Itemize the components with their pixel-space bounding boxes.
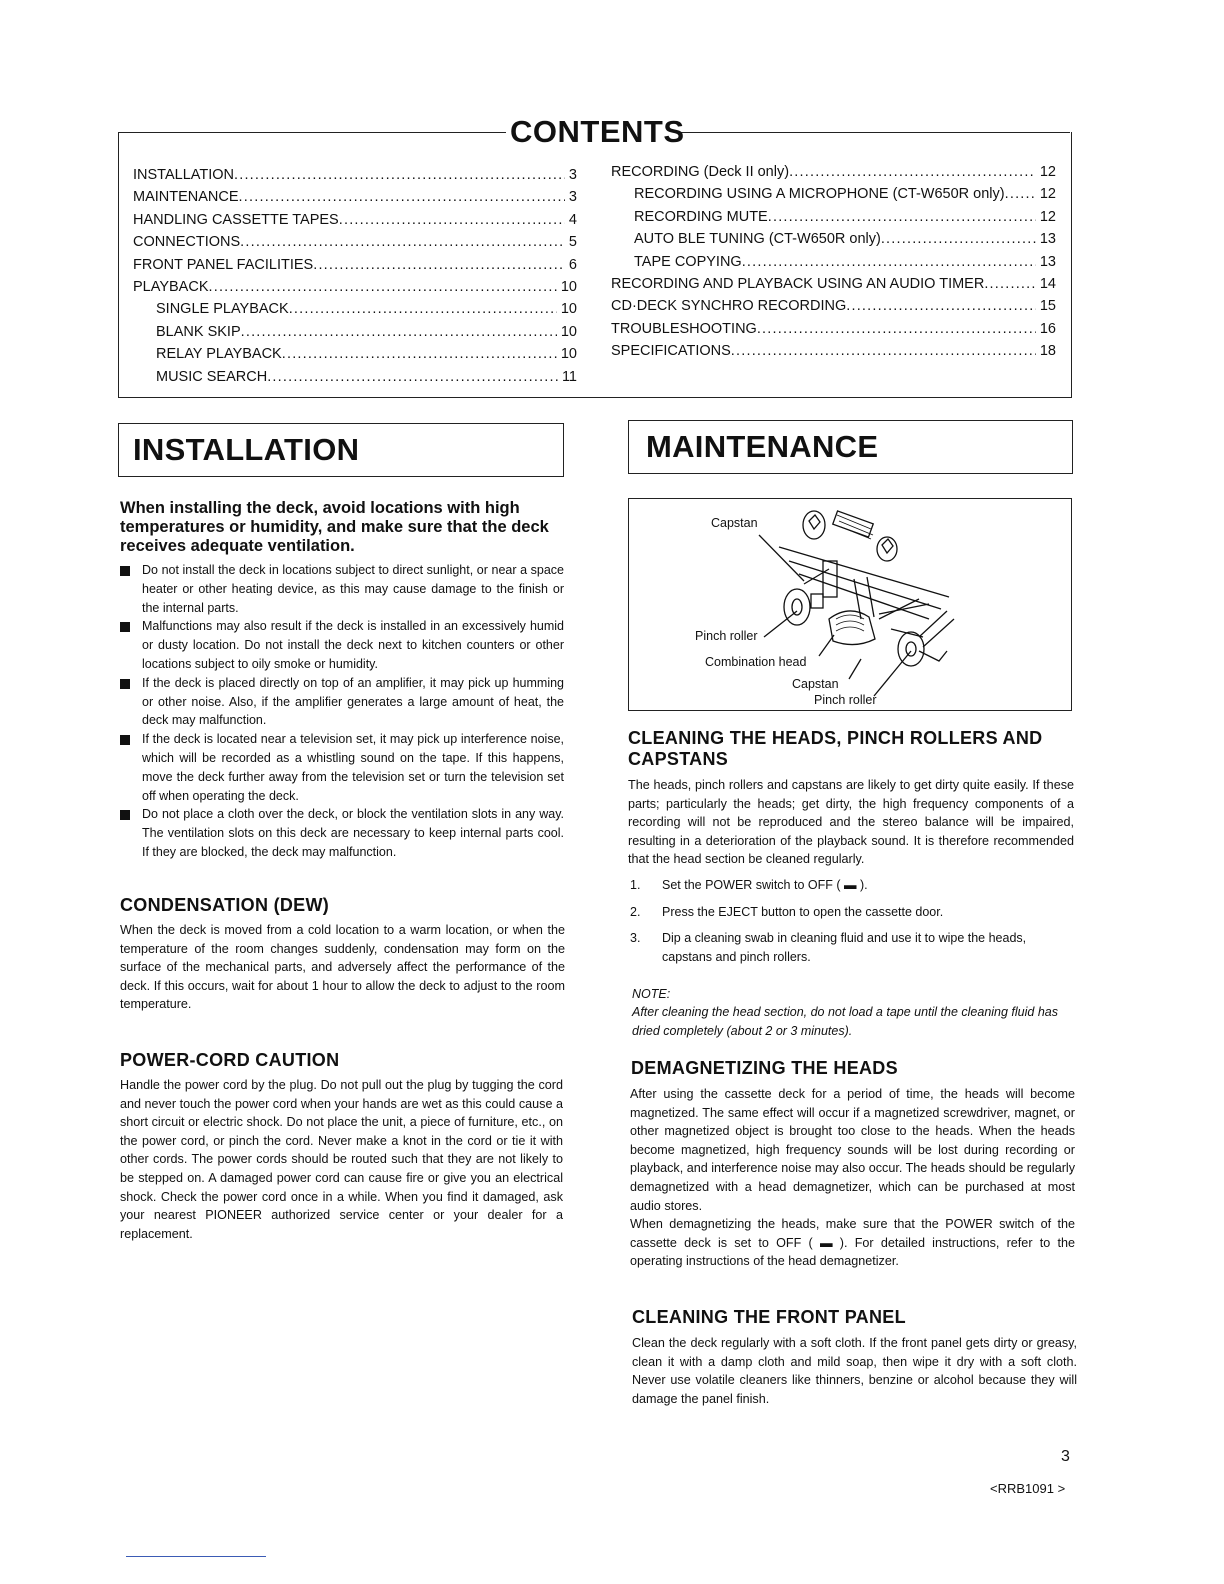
- toc-entry-label: TAPE COPYING: [634, 253, 742, 270]
- installation-lead: When installing the deck, avoid locations with high temperatures or humidity, and make sure that the deck receives adequate ventilation.: [120, 499, 549, 555]
- toc-leader-dots: [282, 343, 557, 365]
- maintenance-title: MAINTENANCE: [646, 429, 879, 464]
- toc-leader-dots: [241, 321, 557, 343]
- page-number: 3: [1061, 1448, 1070, 1465]
- toc-entry-page: 12: [1039, 208, 1056, 225]
- toc-entry: [133, 366, 577, 388]
- toc-entry-label: RELAY PLAYBACK: [156, 346, 282, 363]
- toc-entry-label: MAINTENANCE: [133, 189, 239, 206]
- front-panel-body: Clean the deck regularly with a soft cloth. If the front panel gets dirty or greasy, clean it with a damp cloth and mild soap, then wipe it dry with a soft cloth. Never use volatile cleaners like thinners, benzine or alcohol because they will damage the panel finish.: [632, 1336, 1077, 1406]
- step-number: 1.: [630, 878, 641, 892]
- cassette-mechanism-diagram: [629, 499, 1071, 710]
- step-text: Dip a cleaning swab in cleaning fluid and use it to wipe the heads, capstans and pinch rollers.: [662, 931, 1027, 964]
- front-panel-heading: CLEANING THE FRONT PANEL: [632, 1307, 906, 1327]
- toc-entry-label: MUSIC SEARCH: [156, 368, 268, 385]
- toc-entry-label: PLAYBACK: [133, 279, 209, 296]
- toc-entry-label: RECORDING USING A MICROPHONE (CT-W650R only): [634, 186, 1005, 203]
- toc-leader-dots: [209, 276, 557, 298]
- toc-entry: [611, 206, 1056, 228]
- toc-leader-dots: [789, 161, 1036, 183]
- step-number: 2.: [630, 904, 641, 919]
- toc-leader-dots: [234, 164, 565, 186]
- installation-bullets: [120, 561, 564, 862]
- toc-entry-page: 11: [561, 368, 577, 385]
- installation-title: INSTALLATION: [133, 432, 360, 467]
- toc-entry-label: TROUBLESHOOTING: [611, 320, 757, 337]
- toc-entry-label: BLANK SKIP: [156, 323, 241, 340]
- note-body: After cleaning the head section, do not load a tape until the cleaning fluid has dried completely (about 2 or 3 minutes).: [632, 1005, 1058, 1038]
- toc-entry-page: 13: [1039, 231, 1056, 248]
- toc-entry-page: 3: [568, 167, 577, 183]
- toc-entry-page: 10: [560, 346, 577, 363]
- toc-entry-label: SINGLE PLAYBACK: [156, 301, 289, 318]
- toc-leader-dots: [984, 273, 1036, 295]
- toc-left-column: [133, 164, 577, 388]
- toc-entry: [133, 164, 577, 186]
- step-item: [630, 929, 1075, 966]
- toc-entry: [133, 231, 577, 253]
- toc-entry: [133, 298, 577, 320]
- toc-entry-page: 5: [568, 234, 577, 251]
- demagnetizing-paragraph-1: After using the cassette deck for a period of time, the heads will become magnetized. The same effect will occur if a magnetized screwdriver, magnet, or other magnetized object is brought too close to the heads. When the heads become magnetized, high frequency sounds will be lost during recording or playback, and interference noise may also occur. The heads should be regularly demagnetized with a head demagnetizer, which can be purchased at most audio stores.: [630, 1087, 1076, 1213]
- toc-entry-label: SPECIFICATIONS: [611, 343, 731, 360]
- bullet-item: Malfunctions may also result if the deck is installed in an excessively humid or dusty location. Do not install the deck next to kitchen counters or other locations subject to oily smoke or humidity.: [120, 617, 564, 673]
- label-pinch-roller-left: Pinch roller: [695, 629, 758, 643]
- label-combination-head: Combination head: [705, 655, 807, 669]
- toc-entry-label: HANDLING CASSETTE TAPES: [133, 211, 339, 228]
- toc-leader-dots: [768, 206, 1036, 228]
- toc-entry: [611, 295, 1056, 317]
- step-number: 3.: [630, 931, 641, 946]
- toc-entry-page: 12: [1039, 164, 1056, 180]
- note-label: NOTE:: [632, 987, 671, 1001]
- condensation-heading: CONDENSATION (DEW): [120, 895, 330, 915]
- toc-leader-dots: [1005, 183, 1036, 205]
- toc-entry-page: 4: [568, 211, 577, 228]
- cleaning-steps: [630, 876, 1075, 974]
- toc-leader-dots: [339, 209, 565, 231]
- power-cord-body: Handle the power cord by the plug. Do not pull out the plug by tugging the cord and never touch the power cord when your hands are wet as this could cause a short circuit or electric shock. Do not place the unit, a piece of furniture, etc., on the power cord, or pinch the cord. Never make a knot in the cord or tie it with other cords. The power cords should be routed such that they are not likely to be stepped on. A damaged power cord can cause fire or give you an electrical shock. Check the power cord once in a while. When you find it damaged, ask your nearest PIONEER authorized service center or your dealer for a replacement.: [120, 1078, 563, 1241]
- demagnetizing-heading: DEMAGNETIZING THE HEADS: [631, 1058, 898, 1078]
- label-pinch-roller-bottom: Pinch roller: [814, 693, 877, 707]
- bullet-item: Do not install the deck in locations subject to direct sunlight, or near a space heater or other heating device, as this may cause damage to the finish or the internal parts.: [120, 561, 564, 617]
- toc-entry: [611, 251, 1056, 273]
- toc-leader-dots: [240, 231, 565, 253]
- toc-entry-page: 6: [568, 256, 577, 273]
- toc-entry-label: RECORDING AND PLAYBACK USING AN AUDIO TIMER: [611, 276, 985, 293]
- label-capstan-bottom: Capstan: [792, 677, 839, 691]
- toc-entry-page: 14: [1039, 276, 1056, 293]
- toc-entry-label: RECORDING (Deck II only): [611, 164, 790, 180]
- toc-leader-dots: [846, 295, 1036, 317]
- demagnetizing-paragraph-2: When demagnetizing the heads, make sure that the POWER switch of the cassette deck is set to OFF ( ▬ ). For detailed instructions, refer to the operating instructions of the head demagnetizer.: [630, 1217, 1075, 1269]
- toc-entry-label: CONNECTIONS: [133, 234, 241, 251]
- toc-entry-label: FRONT PANEL FACILITIES: [133, 256, 314, 273]
- toc-entry-page: 3: [568, 189, 577, 206]
- toc-entry: [611, 161, 1056, 183]
- toc-leader-dots: [313, 254, 565, 276]
- toc-entry: [133, 321, 577, 343]
- toc-entry-page: 10: [560, 279, 577, 296]
- bullet-item: If the deck is placed directly on top of an amplifier, it may pick up humming or other noise. Also, if the amplifier generates a large amount of heat, the deck may malfunction.: [120, 674, 564, 730]
- toc-entry: [611, 273, 1056, 295]
- step-item: [630, 876, 1075, 895]
- toc-leader-dots: [881, 228, 1036, 250]
- toc-entry: [133, 343, 577, 365]
- toc-entry-page: 15: [1039, 298, 1056, 315]
- toc-entry-page: 10: [560, 323, 577, 340]
- toc-entry: [611, 183, 1056, 205]
- toc-entry: [611, 228, 1056, 250]
- toc-leader-dots: [757, 318, 1036, 340]
- power-cord-heading: POWER-CORD CAUTION: [120, 1050, 340, 1070]
- toc-right-column: [611, 161, 1056, 363]
- toc-entry-page: 10: [560, 301, 577, 318]
- toc-entry: [133, 276, 577, 298]
- toc-entry: [133, 209, 577, 231]
- toc-entry-label: CD·DECK SYNCHRO RECORDING: [611, 298, 847, 315]
- toc-entry: [611, 340, 1056, 362]
- contents-title: CONTENTS: [510, 114, 685, 149]
- step-text: Set the POWER switch to OFF ( ▬ ).: [662, 878, 868, 892]
- step-text: Press the EJECT button to open the cassette door.: [662, 904, 944, 919]
- toc-entry: [611, 318, 1056, 340]
- cleaning-heads-heading: CLEANING THE HEADS, PINCH ROLLERS AND CAPSTANS: [628, 728, 1043, 769]
- step-item: [630, 903, 1075, 922]
- head-diagram-figure: [628, 498, 1072, 711]
- condensation-body: When the deck is moved from a cold location to a warm location, or when the temperature of the room changes suddenly, condensation may form on the surface of the mechanical parts, and adversely affect the performance of the deck. If this occurs, wait for about 1 hour to allow the deck to adjust to the room temperature.: [120, 923, 565, 1012]
- toc-leader-dots: [239, 186, 565, 208]
- toc-entry: [133, 186, 577, 208]
- cleaning-heads-body: The heads, pinch rollers and capstans are likely to get dirty quite easily. If these parts; particularly the heads; get dirty, the high frequency components of a recording will not be reproduced and the stereo balance will be impaired, resulting in a deterioration of the playback sound. It is therefore recommended that the head section be cleaned regularly.: [628, 778, 1074, 867]
- toc-entry-label: RECORDING MUTE: [634, 208, 768, 225]
- scan-artifact-line: [126, 1556, 266, 1557]
- bullet-item: Do not place a cloth over the deck, or block the ventilation slots in any way. The ventilation slots on this deck are necessary to keep internal parts cool. If they are blocked, the deck may malfunction.: [120, 805, 564, 861]
- demagnetizing-body: [630, 1085, 1075, 1271]
- toc-leader-dots: [289, 298, 557, 320]
- toc-entry-page: 12: [1039, 186, 1056, 203]
- toc-entry-page: 18: [1039, 343, 1056, 360]
- toc-entry-label: INSTALLATION: [133, 167, 234, 183]
- document-code: <RRB1091 >: [990, 1481, 1066, 1496]
- toc-entry-label: AUTO BLE TUNING (CT-W650R only): [634, 231, 881, 248]
- toc-entry-page: 16: [1039, 320, 1056, 337]
- toc-entry: [133, 254, 577, 276]
- label-capstan-top: Capstan: [711, 516, 758, 530]
- toc-leader-dots: [267, 366, 558, 388]
- toc-leader-dots: [742, 251, 1036, 273]
- toc-entry-page: 13: [1039, 253, 1056, 270]
- bullet-item: If the deck is located near a television set, it may pick up interference noise, which will be recorded as a whistling sound on the tape. If this happens, move the deck further away from the television set or turn the television set off when operating the deck.: [120, 730, 564, 805]
- toc-leader-dots: [731, 340, 1036, 362]
